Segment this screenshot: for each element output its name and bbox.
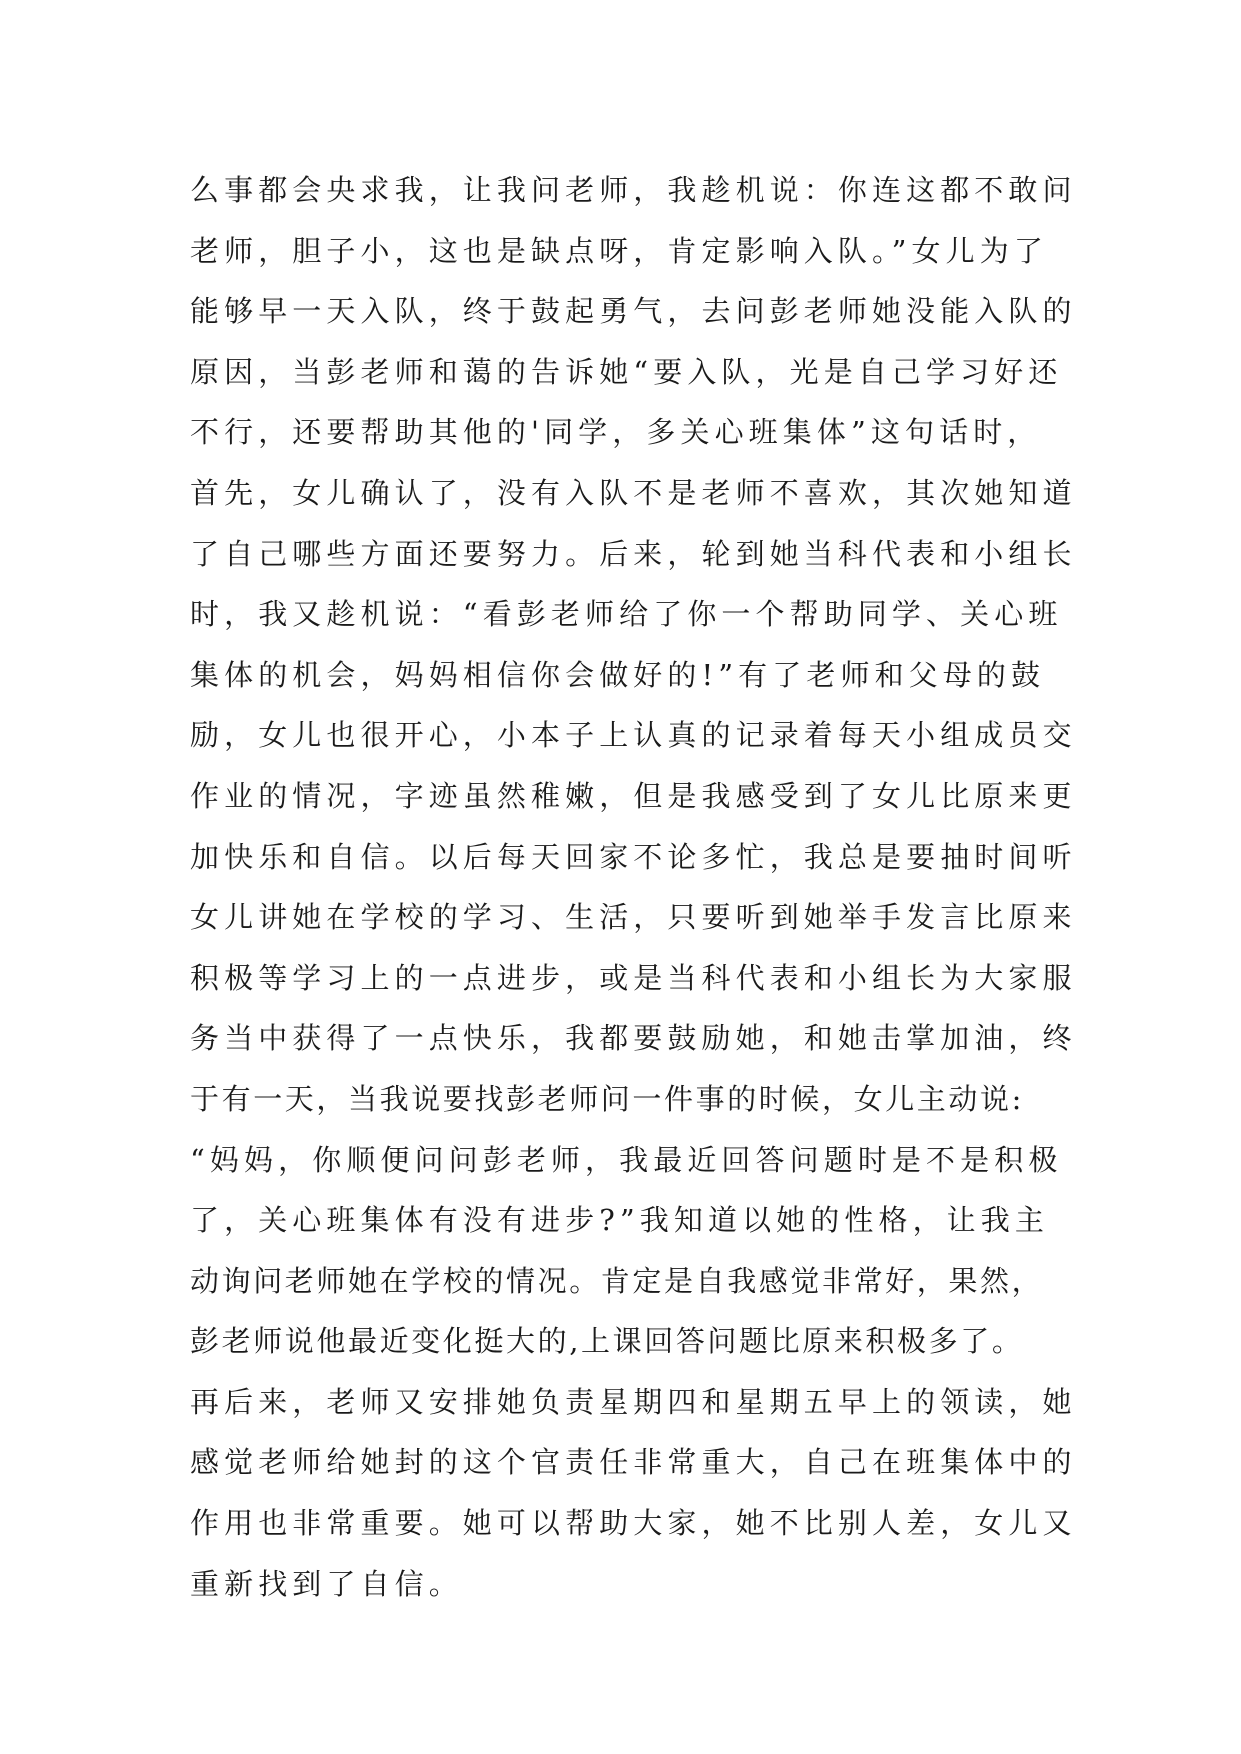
text-line: 时，我又趁机说：“看彭老师给了你一个帮助同学、关心班 xyxy=(190,597,1063,632)
text-line: 作用也非常重要。她可以帮助大家，她不比别人差，女儿又 xyxy=(190,1506,1077,1541)
text-line: 作业的情况，字迹虽然稚嫩，但是我感受到了女儿比原来更 xyxy=(190,778,1077,813)
text-line: 能够早一天入队，终于鼓起勇气，去问彭老师她没能入队的 xyxy=(190,294,1077,329)
text-line: 务当中获得了一点快乐，我都要鼓励她，和她击掌加油，终 xyxy=(190,1021,1077,1056)
text-line: “妈妈，你顺便问问彭老师，我最近回答问题时是不是积极 xyxy=(190,1142,1063,1177)
text-line: 原因，当彭老师和蔼的告诉她“要入队，光是自己学习好还 xyxy=(190,354,1063,389)
text-line: 动询问老师她在学校的情况。肯定是自我感觉非常好，果然， xyxy=(190,1263,1044,1298)
text-line: 加快乐和自信。以后每天回家不论多忙，我总是要抽时间听 xyxy=(190,839,1077,874)
text-line: 老师，胆子小，这也是缺点呀，肯定影响入队。”女儿为了 xyxy=(190,233,1048,268)
text-line: 了，关心班集体有没有进步?”我知道以她的性格，让我主 xyxy=(190,1203,1049,1238)
text-line: 了自己哪些方面还要努力。后来，轮到她当科代表和小组长 xyxy=(190,536,1077,571)
body-text xyxy=(190,160,1077,1614)
text-line: 重新找到了自信。 xyxy=(190,1566,463,1601)
text-line: 女儿讲她在学校的学习、生活，只要听到她举手发言比原来 xyxy=(190,900,1077,935)
text-line: 集体的机会，妈妈相信你会做好的!”有了老师和父母的鼓 xyxy=(190,657,1046,692)
text-line: 于有一天，当我说要找彭老师问一件事的时候，女儿主动说: xyxy=(190,1081,1024,1116)
text-line: 再后来，老师又安排她负责星期四和星期五早上的领读，她 xyxy=(190,1384,1077,1419)
text-line: 不行，还要帮助其他的'同学，多关心班集体”这句话时， xyxy=(190,415,1042,450)
text-line: 感觉老师给她封的这个官责任非常重大，自己在班集体中的 xyxy=(190,1445,1077,1480)
text-line: 首先，女儿确认了，没有入队不是老师不喜欢，其次她知道 xyxy=(190,475,1077,510)
text-line: 么事都会央求我，让我问老师，我趁机说：你连这都不敢问 xyxy=(190,173,1077,207)
text-line: 彭老师说他最近变化挺大的,上课回答问题比原来积极多了。 xyxy=(190,1324,1024,1359)
text-line: 积极等学习上的一点进步，或是当科代表和小组长为大家服 xyxy=(190,960,1077,995)
text-line: 励，女儿也很开心，小本子上认真的记录着每天小组成员交 xyxy=(190,718,1077,753)
